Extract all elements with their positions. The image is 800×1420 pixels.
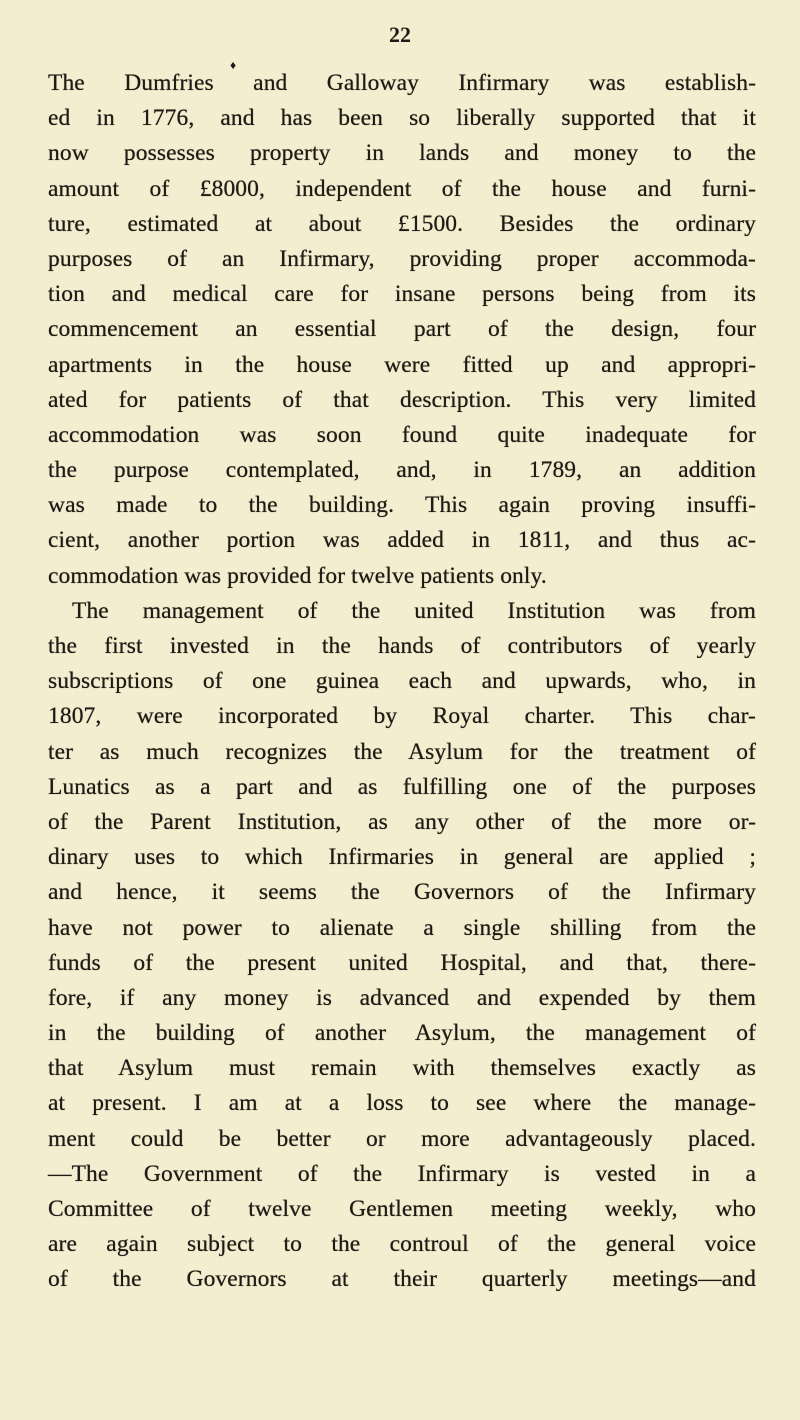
printer-mark: ♦ bbox=[230, 58, 237, 72]
text-line: that Asylum must remain with themselves exactly as bbox=[48, 1055, 756, 1082]
text-line: Committee of twelve Gentlemen meeting weekly, who bbox=[48, 1196, 756, 1222]
text-line: Lunatics as a part and as fulfilling one of the purposes bbox=[48, 773, 756, 800]
text-line: have not power to alienate a single shilling from the bbox=[48, 914, 756, 941]
text-line: The Dumfries and Galloway Infirmary was establish- bbox=[48, 70, 756, 96]
text-line: amount of £8000, independent of the house and furni- bbox=[48, 175, 756, 202]
text-line: are again subject to the controul of the general voice bbox=[48, 1231, 756, 1258]
text-line: purposes of an Infirmary, providing proper accommoda- bbox=[48, 245, 756, 272]
text-line: ed in 1776, and has been so liberally supported that it bbox=[48, 105, 756, 132]
text-line: The management of the united Institution was from bbox=[72, 597, 756, 624]
text-line: was made to the building. This again proving insuffi- bbox=[48, 492, 756, 519]
text-line: ture, estimated at about £1500. Besides the ordinary bbox=[48, 210, 756, 237]
text-line: and hence, it seems the Governors of the Infirmary bbox=[48, 879, 756, 906]
text-line: —The Government of the Infirmary is vested in a bbox=[48, 1160, 756, 1187]
body-text bbox=[48, 66, 756, 1298]
text-line: the first invested in the hands of contributors of yearly bbox=[48, 633, 756, 659]
text-line: ment could be better or more advantageously placed. bbox=[48, 1125, 756, 1152]
text-line: fore, if any money is advanced and expended by them bbox=[48, 984, 756, 1011]
text-line: funds of the present united Hospital, and that, there- bbox=[48, 949, 756, 976]
text-line: 1807, were incorporated by Royal charter. This char- bbox=[48, 703, 756, 730]
text-line: tion and medical care for insane persons being from its bbox=[48, 281, 756, 308]
text-line: cient, another portion was added in 1811, and thus ac- bbox=[48, 527, 756, 554]
text-line: commencement an essential part of the design, four bbox=[48, 316, 756, 343]
text-line: the purpose contemplated, and, in 1789, an addition bbox=[48, 457, 756, 484]
text-line: of the Parent Institution, as any other of the more or- bbox=[48, 808, 756, 835]
page-number: 22 bbox=[389, 22, 411, 47]
text-line: commodation was provided for twelve patients only. bbox=[48, 562, 547, 589]
text-line: of the Governors at their quarterly meetings—and bbox=[48, 1266, 756, 1293]
text-line: dinary uses to which Infirmaries in general are applied ; bbox=[48, 844, 756, 871]
text-line: subscriptions of one guinea each and upwards, who, in bbox=[48, 668, 756, 695]
text-line: now possesses property in lands and money to the bbox=[48, 140, 756, 167]
text-line: in the building of another Asylum, the management of bbox=[48, 1020, 756, 1047]
text-line: ter as much recognizes the Asylum for the treatment of bbox=[48, 738, 756, 765]
text-line: ated for patients of that description. This very limited bbox=[48, 386, 756, 413]
text-line: apartments in the house were fitted up and appropri- bbox=[48, 351, 756, 378]
text-line: accommodation was soon found quite inadequate for bbox=[48, 421, 756, 448]
text-line: at present. I am at a loss to see where the manage- bbox=[48, 1090, 756, 1117]
